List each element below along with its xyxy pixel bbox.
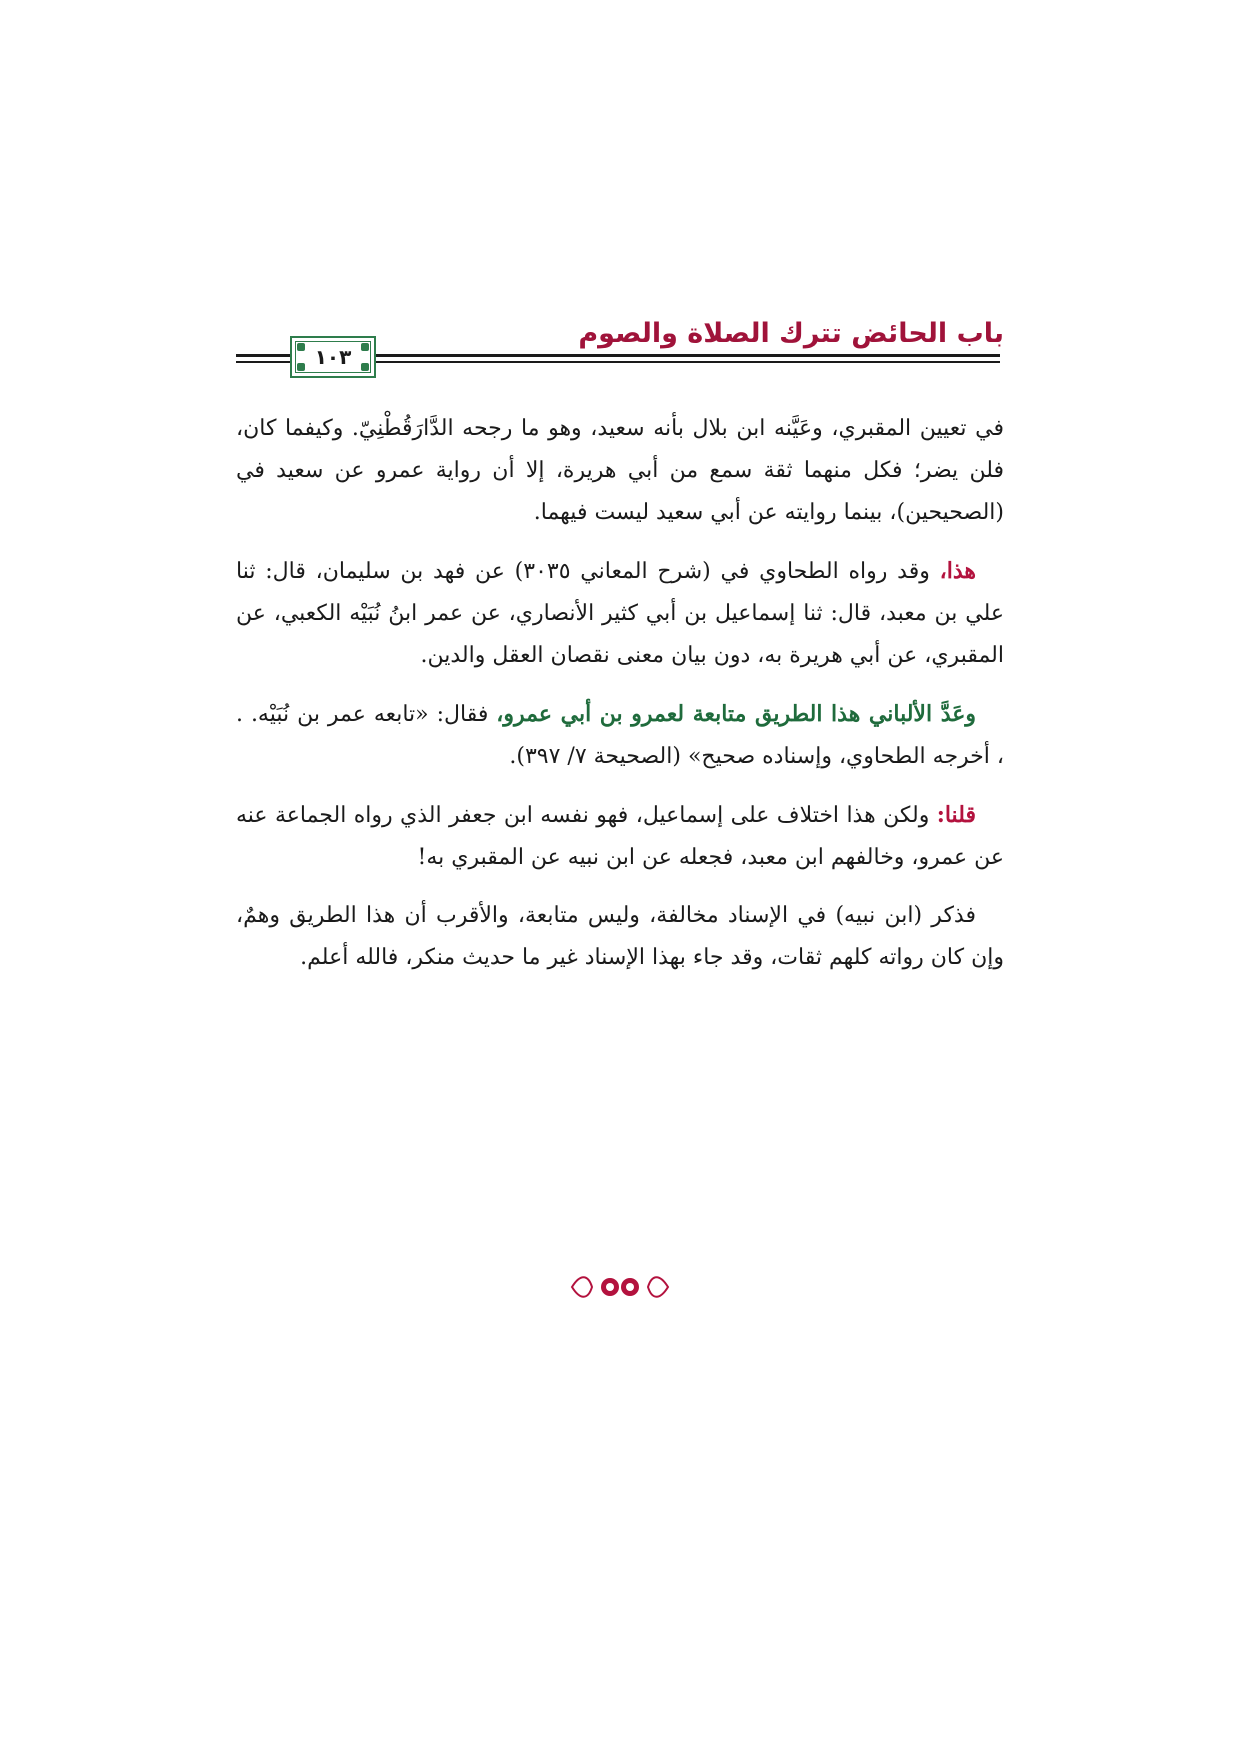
chapter-title: باب الحائض تترك الصلاة والصوم — [578, 318, 1004, 349]
paragraph-text: ولكن هذا اختلاف على إسماعيل، فهو نفسه ابن جعفر الذي رواه الجماعة عنه عن عمرو، وخالفهم ابن معبد، فجعله عن ابن نبيه عن المقبري به! — [236, 803, 1004, 870]
floral-ornament-icon — [568, 1270, 672, 1304]
page-number-badge — [290, 336, 376, 378]
paragraph-5: فذكر (ابن نبيه) في الإسناد مخالفة، وليس متابعة، والأقرب أن هذا الطريق وهمٌ، وإن كان رواته كلهم ثقات، وقد جاء بهذا الإسناد غير ما حديث منكر، فالله أعلم. — [236, 903, 1004, 970]
paragraph-text: وقد رواه الطحاوي في (شرح المعاني ٣٠٣٥) عن فهد بن سليمان، قال: ثنا علي بن معبد، قال: ثنا إسماعيل بن أبي كثير الأنصاري، عن عمر ابنُ نُبَيْه الكعبي، عن المقبري، عن أبي هريرة به، دون بيان معنى نقصان العقل والدين. — [236, 559, 1004, 668]
paragraph-text: فقال: «تابعه عمر بن نُبَيْه. . ، أخرجه الطحاوي، وإسناده صحيح» (الصحيحة ٧/ ٣٩٧). — [236, 702, 1004, 769]
paragraph-4 — [236, 794, 1004, 879]
emphasis-lead: قلنا: — [936, 802, 976, 828]
page-body — [236, 408, 1004, 995]
emphasis-lead: هذا، — [939, 558, 976, 584]
paragraph-3 — [236, 693, 1004, 778]
emphasis-lead: وعَدَّ الألباني هذا الطريق متابعة لعمرو بن أبي عمرو، — [496, 701, 977, 727]
paragraph-2 — [236, 550, 1004, 677]
paragraph-1: في تعيين المقبري، وعَيَّنه ابن بلال بأنه سعيد، وهو ما رجحه الدَّارَقُطْنِيّ. وكيفما كان، فلن يضر؛ فكل منهما ثقة سمع من أبي هريرة، إلا أن رواية عمرو عن سعيد في (الصحيحين)، بينما روايته عن أبي سعيد ليست فيهما. — [236, 416, 1004, 525]
page-number: ١٠٣ — [314, 345, 352, 369]
